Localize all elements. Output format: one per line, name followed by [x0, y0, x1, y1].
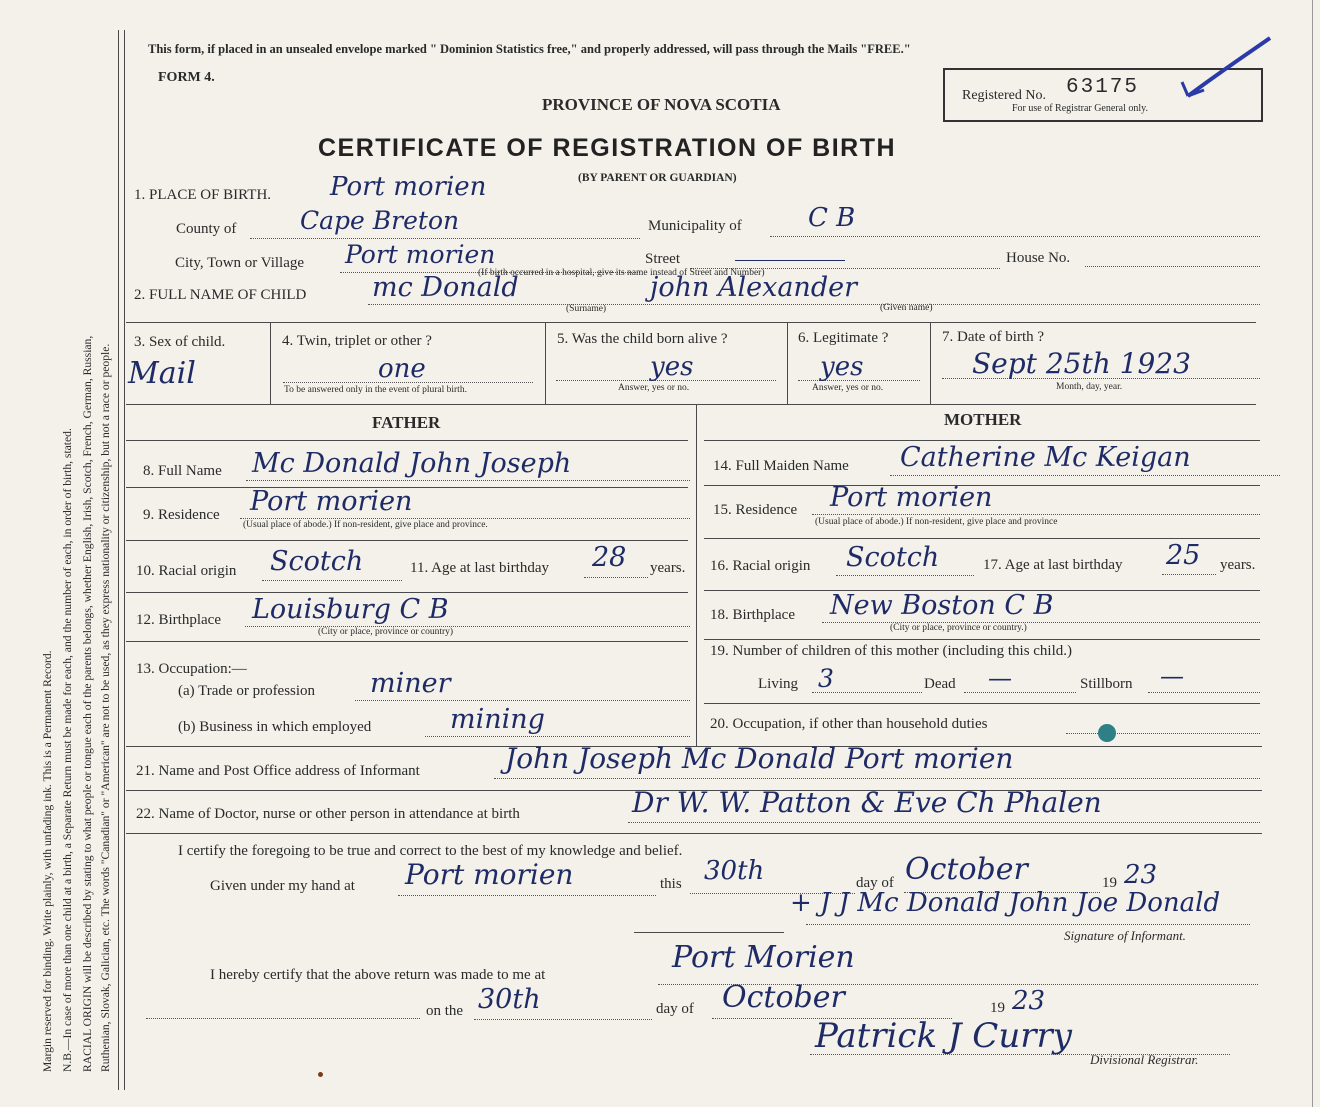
- mother-birthplace-line: [822, 622, 1260, 623]
- father-occupation-label: 13. Occupation:—: [136, 661, 247, 677]
- legitimate-label: 6. Legitimate ?: [798, 330, 889, 346]
- father-racial-label: 10. Racial origin: [136, 563, 237, 579]
- province-title: PROVINCE OF NOVA SCOTIA: [542, 95, 781, 114]
- father-name-label: 8. Full Name: [143, 463, 222, 479]
- stillborn-label: Stillborn: [1080, 676, 1133, 692]
- informant-value: John Joseph Mc Donald Port morien: [505, 742, 1014, 775]
- mother-years-label: years.: [1220, 557, 1256, 573]
- municipality-label: Municipality of: [648, 218, 742, 234]
- father-rule-1: [126, 440, 688, 441]
- mother-rule-5: [704, 639, 1260, 640]
- mother-racial-line: [836, 575, 974, 576]
- margin-note-racial-origin-1: RACIAL ORIGIN will be described by stating to what people or tongue each of the parents belongs, whether English, Irish, Scotch, French, German, Russian,: [81, 335, 94, 1072]
- sex-value: Mail: [128, 356, 196, 391]
- on-the-line: [474, 1019, 652, 1020]
- child-given-value: john Alexander: [650, 272, 857, 303]
- informant-label: 21. Name and Post Office address of Informant: [136, 763, 420, 779]
- father-name-line: [246, 480, 690, 481]
- margin-note-binding: Margin reserved for binding. Write plainly, with unfading ink. This is a Permanent Record.: [41, 650, 54, 1072]
- mother-birthplace-value: New Boston C B: [830, 590, 1054, 621]
- certify-text: I certify the foregoing to be true and correct to the best of my knowledge and belief.: [178, 843, 683, 859]
- surname-caption: (Surname): [566, 304, 607, 314]
- mail-notice: This form, if placed in an unsealed envelope marked " Dominion Statistics free," and properly addressed, will pass through the Mails "FREE.": [148, 42, 911, 56]
- hereby-place-value: Port Morien: [672, 940, 855, 975]
- on-the-left-line: [146, 1018, 420, 1019]
- form-left-border-inner: [124, 30, 125, 1090]
- father-years-label: years.: [650, 560, 686, 576]
- mother-occupation-label: 20. Occupation, if other than household duties: [710, 716, 988, 732]
- father-business-value: mining: [450, 704, 545, 735]
- place-of-birth-value: Port morien: [330, 172, 487, 202]
- signature-caption: Signature of Informant.: [1064, 928, 1186, 943]
- city-value: Port morien: [345, 240, 496, 269]
- date-of-birth-caption: Month, day, year.: [1056, 382, 1123, 392]
- dead-line: [964, 692, 1076, 693]
- father-racial-line: [262, 580, 402, 581]
- mother-residence-line: [812, 514, 1260, 515]
- mother-age-line: [1162, 574, 1216, 575]
- page-subtitle: (BY PARENT OR GUARDIAN): [578, 172, 737, 184]
- street-label: Street: [645, 251, 680, 267]
- margin-note-racial-origin-2: Ruthenian, Slovak, Galician, etc. The words "Canadian" or "American" are not to be used, as they express nationality or citizenship, but not a race or people.: [99, 343, 112, 1072]
- informant-signature: + J J Mc Donald John Joe Donald: [790, 888, 1221, 918]
- on-the-label: on the: [426, 1003, 464, 1019]
- mother-occupation-line: [1066, 733, 1260, 734]
- mother-birthplace-caption: (City or place, province or country.): [890, 623, 1027, 633]
- born-alive-label: 5. Was the child born alive ?: [557, 331, 728, 347]
- hospital-note: (If birth occurred in a hospital, give its name instead of Street and Number): [478, 268, 765, 278]
- child-name-line: [368, 304, 1260, 305]
- page-title: CERTIFICATE OF REGISTRATION OF BIRTH: [318, 134, 897, 162]
- given-place-line: [398, 895, 656, 896]
- day-of-value: October: [905, 852, 1028, 887]
- registrar-signature: Patrick J Curry: [815, 1016, 1072, 1056]
- mother-residence-label: 15. Residence: [713, 502, 798, 518]
- form-number: FORM 4.: [158, 70, 215, 85]
- mother-birthplace-label: 18. Birthplace: [710, 607, 795, 623]
- doctor-label: 22. Name of Doctor, nurse or other person in attendance at birth: [136, 806, 520, 822]
- father-business-label: (b) Business in which employed: [178, 719, 372, 735]
- registered-number: 63175: [1066, 76, 1140, 99]
- father-residence-value: Port morien: [250, 486, 413, 517]
- father-rule-4: [126, 592, 688, 593]
- day-of-2-value: October: [722, 980, 845, 1015]
- street-dash: [735, 260, 845, 261]
- day-of-label: day of: [856, 875, 894, 891]
- form-right-edge: [1312, 0, 1313, 1107]
- father-rule-3: [126, 540, 688, 541]
- registrar-caption: Divisional Registrar.: [1090, 1052, 1199, 1067]
- mother-age-label: 17. Age at last birthday: [983, 557, 1123, 573]
- father-birthplace-line: [245, 626, 690, 627]
- mother-rule-6: [704, 703, 1260, 704]
- informant-line: [494, 778, 1260, 779]
- parents-divider: [696, 404, 697, 746]
- given-under-label: Given under my hand at: [210, 878, 355, 894]
- ink-dot-icon: [318, 1072, 323, 1077]
- dead-value: —: [988, 664, 1012, 692]
- father-trade-label: (a) Trade or profession: [178, 683, 316, 699]
- child-surname-value: mc Donald: [372, 272, 519, 303]
- mother-rule-1: [704, 440, 1260, 441]
- legitimate-value: yes: [820, 352, 864, 382]
- row-3-div-1: [270, 322, 271, 404]
- house-label: House No.: [1006, 250, 1071, 266]
- father-residence-line: [240, 518, 690, 519]
- twin-value: one: [378, 354, 426, 384]
- father-birthplace-label: 12. Birthplace: [136, 612, 221, 628]
- father-residence-caption: (Usual place of abode.) If non-resident, give place and province.: [243, 520, 488, 530]
- father-age-line: [584, 577, 648, 578]
- row-3-div-2: [545, 322, 546, 404]
- form-left-border: [118, 30, 119, 1090]
- ink-blot-icon: [1098, 724, 1116, 742]
- child-name-label: 2. FULL NAME OF CHILD: [134, 287, 307, 303]
- county-value: Cape Breton: [300, 206, 460, 235]
- living-value: 3: [818, 664, 834, 693]
- legitimate-caption: Answer, yes or no.: [812, 383, 884, 393]
- margin-note-multiple-births: N.B.—In case of more than one child at a birth, a Separate Return must be made for each, and the number of each, in order of birth, stated.: [61, 428, 74, 1072]
- father-age-label: 11. Age at last birthday: [410, 560, 549, 576]
- sex-label: 3. Sex of child.: [134, 334, 226, 350]
- check-mark-icon: [1170, 30, 1280, 110]
- stillborn-value: —: [1160, 662, 1184, 690]
- row-22-bottom-rule: [126, 833, 1262, 834]
- mother-rule-3: [704, 538, 1260, 539]
- father-racial-value: Scotch: [270, 546, 364, 577]
- house-line: [1085, 266, 1260, 267]
- mother-name-label: 14. Full Maiden Name: [713, 458, 849, 474]
- father-trade-value: miner: [370, 668, 451, 699]
- born-alive-caption: Answer, yes or no.: [618, 383, 690, 393]
- row-3-bottom-rule: [126, 404, 1256, 405]
- day-of-2-label: day of: [656, 1001, 694, 1017]
- twin-caption: To be answered only in the event of plural birth.: [284, 385, 467, 395]
- year-value: 23: [1124, 860, 1158, 890]
- given-place-value: Port morien: [405, 858, 574, 891]
- father-rule-5: [126, 641, 688, 642]
- mother-residence-value: Port morien: [830, 482, 993, 513]
- date-of-birth-label: 7. Date of birth ?: [942, 329, 1045, 345]
- row-3-top-rule: [126, 322, 1256, 323]
- stillborn-line: [1148, 692, 1260, 693]
- year-prefix: 19: [1102, 875, 1117, 891]
- mother-age-value: 25: [1166, 540, 1201, 571]
- registrar-note: For use of Registrar General only.: [1012, 103, 1148, 114]
- this-label: this: [660, 876, 682, 892]
- living-label: Living: [758, 676, 798, 692]
- mother-racial-value: Scotch: [846, 542, 940, 573]
- doctor-value: Dr W. W. Patton & Eve Ch Phalen: [632, 786, 1102, 819]
- mother-residence-caption: (Usual place of abode.) If non-resident, give place and province: [815, 517, 1058, 527]
- this-value: 30th: [704, 856, 765, 886]
- mother-children-label: 19. Number of children of this mother (including this child.): [710, 643, 1073, 659]
- mother-racial-label: 16. Racial origin: [710, 558, 811, 574]
- father-trade-line: [355, 700, 690, 701]
- father-birthplace-caption: (City or place, province or country): [318, 627, 454, 637]
- father-birthplace-value: Louisburg C B: [252, 594, 449, 625]
- year2-value: 23: [1012, 986, 1046, 1016]
- municipality-line: [770, 236, 1260, 237]
- registered-label: Registered No.: [962, 88, 1046, 103]
- signature-line: [806, 924, 1250, 925]
- given-caption: (Given name): [880, 303, 933, 313]
- father-business-line: [425, 736, 690, 737]
- county-label: County of: [176, 221, 237, 237]
- mother-name-line: [890, 475, 1280, 476]
- on-the-value: 30th: [478, 984, 541, 1015]
- row-3-div-3: [787, 322, 788, 404]
- county-line: [250, 238, 640, 239]
- born-alive-value: yes: [650, 352, 694, 382]
- dead-label: Dead: [924, 676, 956, 692]
- year2-prefix: 19: [990, 1000, 1005, 1016]
- twin-label: 4. Twin, triplet or other ?: [282, 333, 432, 349]
- row-3-div-4: [930, 322, 931, 404]
- mother-name-value: Catherine Mc Keigan: [900, 442, 1191, 473]
- municipality-value: C B: [808, 203, 856, 233]
- signature-left-line: [634, 932, 784, 933]
- doctor-line: [628, 822, 1260, 823]
- father-age-value: 28: [592, 542, 627, 573]
- father-name-value: Mc Donald John Joseph: [252, 448, 572, 479]
- date-of-birth-value: Sept 25th 1923: [972, 347, 1191, 380]
- place-of-birth-label: 1. PLACE OF BIRTH.: [134, 187, 272, 203]
- city-label: City, Town or Village: [175, 255, 305, 271]
- hereby-text: I hereby certify that the above return was made to me at: [210, 967, 546, 983]
- father-heading: FATHER: [372, 413, 441, 432]
- mother-heading: MOTHER: [944, 410, 1022, 429]
- father-residence-label: 9. Residence: [143, 507, 220, 523]
